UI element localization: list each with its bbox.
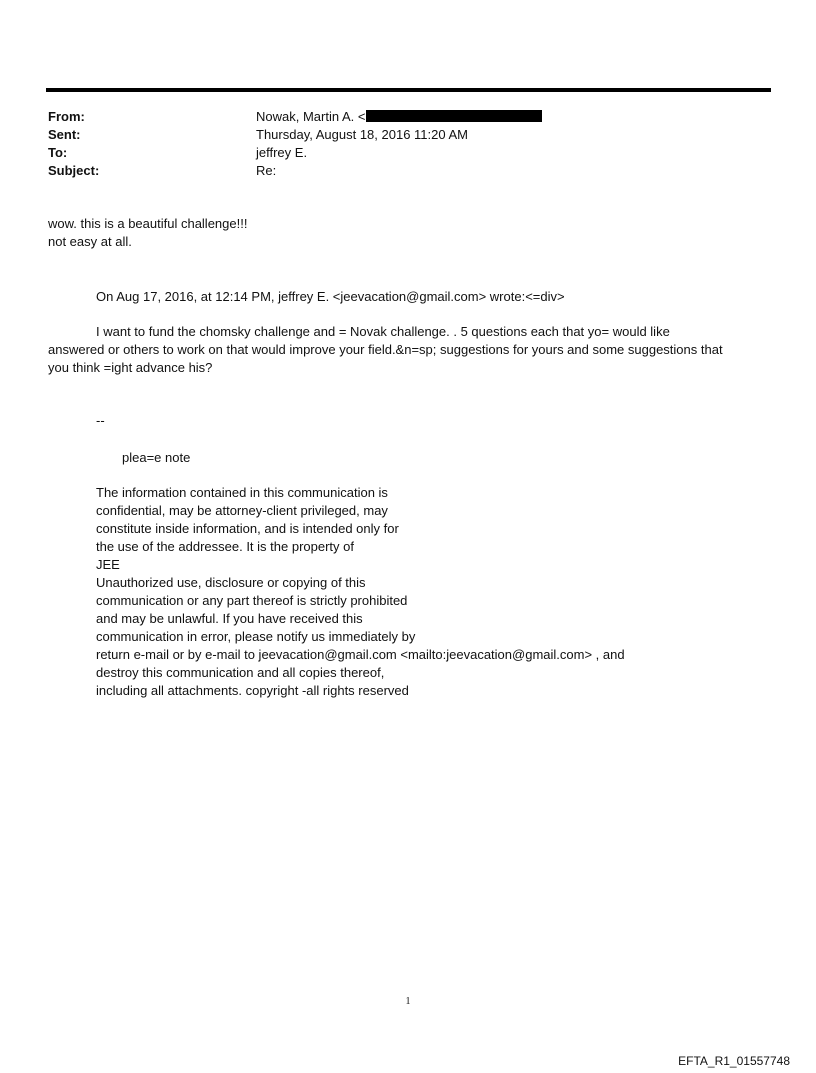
reply-line: wow. this is a beautiful challenge!!! [48,216,248,231]
from-value [256,108,542,126]
disclaimer-line: JEE [96,557,120,572]
disclaimer-line: return e-mail or by e-mail to jeevacation@gmail.com <mailto:jeevacation@gmail.com> , and [96,647,625,662]
reply-line: not easy at all. [48,234,132,249]
from-name: Nowak, Martin A. < [256,109,366,124]
subject-value: Re: [256,163,277,178]
redacted-email-block [366,110,542,122]
header-from-row [48,108,768,126]
bates-number: EFTA_R1_01557748 [678,1054,790,1068]
disclaimer-line: communication or any part thereof is strictly prohibited [96,593,408,608]
quoted-line: answered or others to work on that would improve your field.&n=sp; suggestions for yours and some suggestions that [48,342,723,357]
disclaimer-line: confidential, may be attorney-client privileged, may [96,503,388,518]
to-label: To: [48,145,68,160]
disclaimer-line: Unauthorized use, disclosure or copying of this [96,575,366,590]
quoted-line: you think =ight advance his? [48,360,213,375]
disclaimer-line: the use of the addressee. It is the property of [96,539,354,554]
please-note-line: plea=e note [122,450,191,465]
signature-separator: -- [96,413,105,428]
quoted-message [48,323,768,377]
disclaimer-line: communication in error, please notify us immediately by [96,629,416,644]
page-number: 1 [405,996,411,1007]
reply-body [48,215,768,251]
confidentiality-disclaimer [96,484,736,700]
header-subject-row [48,162,768,180]
disclaimer-line: and may be unlawful. If you have received this [96,611,363,626]
to-value: jeffrey E. [256,145,308,160]
quoted-line: I want to fund the chomsky challenge and = Novak challenge. . 5 questions each that yo= would like [96,324,670,339]
header-to-row [48,144,768,162]
subject-label: Subject: [48,163,100,178]
from-label: From: [48,109,85,124]
quote-attribution: On Aug 17, 2016, at 12:14 PM, jeffrey E. <jeevacation@gmail.com> wrote:<=div> [96,289,565,304]
header-sent-row [48,126,768,144]
sent-value: Thursday, August 18, 2016 11:20 AM [256,127,468,142]
sent-label: Sent: [48,127,81,142]
disclaimer-line: destroy this communication and all copies thereof, [96,665,385,680]
header-top-rule [46,88,771,92]
disclaimer-line: The information contained in this communication is [96,485,388,500]
disclaimer-line: including all attachments. copyright -all rights reserved [96,683,409,698]
disclaimer-line: constitute inside information, and is intended only for [96,521,399,536]
